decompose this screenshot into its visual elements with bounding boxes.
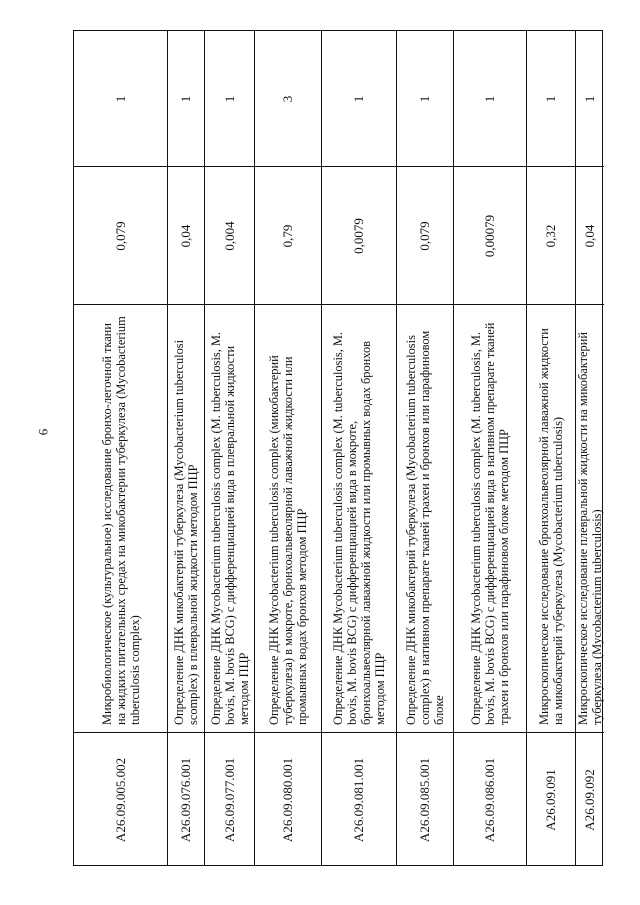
service-code-cell: A26.09.005.002	[112, 757, 128, 843]
value-cell: 0,04	[576, 167, 604, 305]
service-name-cell: Определение ДНК микобактерий туберкулеза (Mycobacterium tuberculosis complex) в нативном препарате тканей трахеи и бронхов или парафиновом блоке	[397, 305, 453, 733]
value-cell: 0,0079	[322, 167, 396, 305]
table-row	[322, 31, 397, 865]
value-cell: 0,079	[74, 167, 167, 305]
service-name-cell: Определение ДНК Mycobacterium tuberculosis complex (микобактерий туберкулеза) в мокроте, бронхоальвеолярной лаважной жидкости или промывных водах бронхов методом ПЦР	[255, 305, 321, 733]
coefficient-cell: 1	[322, 31, 396, 167]
service-name-cell: Определение ДНК Mycobacterium tuberculosis complex (M. tuberculosis, M. bovis, M. bovis BCG) с дифференциацией вида в мокроте, бронхоальвеолярной лаважной жидкости или промывных водах бронхов методом ПЦР	[322, 305, 396, 733]
service-code-cell: A26.09.091	[543, 769, 558, 831]
table-row	[397, 31, 454, 865]
service-name-cell: Определение ДНК Mycobacterium tuberculosis complex (M. tuberculosis, M. bovis, M. bovis BCG) с дифференциацией вида в плевральной жидкости методом ПЦР	[205, 305, 254, 733]
value-cell: 0,32	[527, 167, 575, 305]
coefficient-cell: 1	[205, 31, 254, 167]
service-code-cell: A26.09.092	[582, 769, 597, 831]
value-cell: 0,79	[255, 167, 321, 305]
coefficient-cell: 1	[576, 31, 604, 167]
service-name-cell: Определение ДНК Mycobacterium tuberculosis complex (M. tuberculosis, M. bovis, M. bovis BCG) с дифференциацией вида в нативном препарате тканей трахеи и бронхов или парафиновом блоке методом ПЦР	[454, 305, 526, 733]
coefficient-cell: 1	[454, 31, 526, 167]
services-table	[73, 30, 603, 866]
table-row	[74, 31, 168, 865]
service-name-cell: Определение ДНК микобактерий туберкулеза (Mycobacterium tuberculosi scomplex) в плевральной жидкости методом ПЦР	[168, 305, 204, 733]
page-number: 6	[35, 428, 51, 436]
service-code-cell: A26.09.085.001	[417, 757, 432, 843]
value-cell: 0,004	[205, 167, 254, 305]
service-code-cell: A26.09.080.001	[280, 757, 295, 843]
table-row	[205, 31, 255, 865]
service-name-cell: Микроскопическое исследование бронхоальвеолярной лаважной жидкости на микобактерий туберкулеза (Mycobacterium tuberculosis)	[527, 305, 575, 733]
service-name-cell: Микроскопическое исследование плевральной жидкости на микобактерий туберкулеза (Mycobacterium tuberculosis)	[576, 305, 604, 733]
value-cell: 0,079	[397, 167, 453, 305]
service-code-cell: A26.09.086.001	[482, 757, 497, 843]
coefficient-cell: 1	[527, 31, 575, 167]
table-row	[576, 31, 604, 865]
table-row	[454, 31, 527, 865]
table-row	[168, 31, 205, 865]
coefficient-cell: 1	[168, 31, 204, 167]
table-row	[527, 31, 576, 865]
service-code-cell: A26.09.077.001	[221, 757, 237, 843]
value-cell: 0,04	[168, 167, 204, 305]
service-code-cell: A26.09.076.001	[178, 757, 193, 843]
coefficient-cell: 3	[255, 31, 321, 167]
coefficient-cell: 1	[74, 31, 167, 167]
service-name-cell: Микробиологическое (культуральное) исследование бронхо-легочной ткани на жидких питательных средах на микобактерии туберкулеза (Mycobacterium tuberculosis complex)	[74, 305, 167, 733]
value-cell: 0,00079	[454, 167, 526, 305]
table-row	[255, 31, 322, 865]
service-code-cell: A26.09.081.001	[351, 757, 366, 843]
coefficient-cell: 1	[397, 31, 453, 167]
